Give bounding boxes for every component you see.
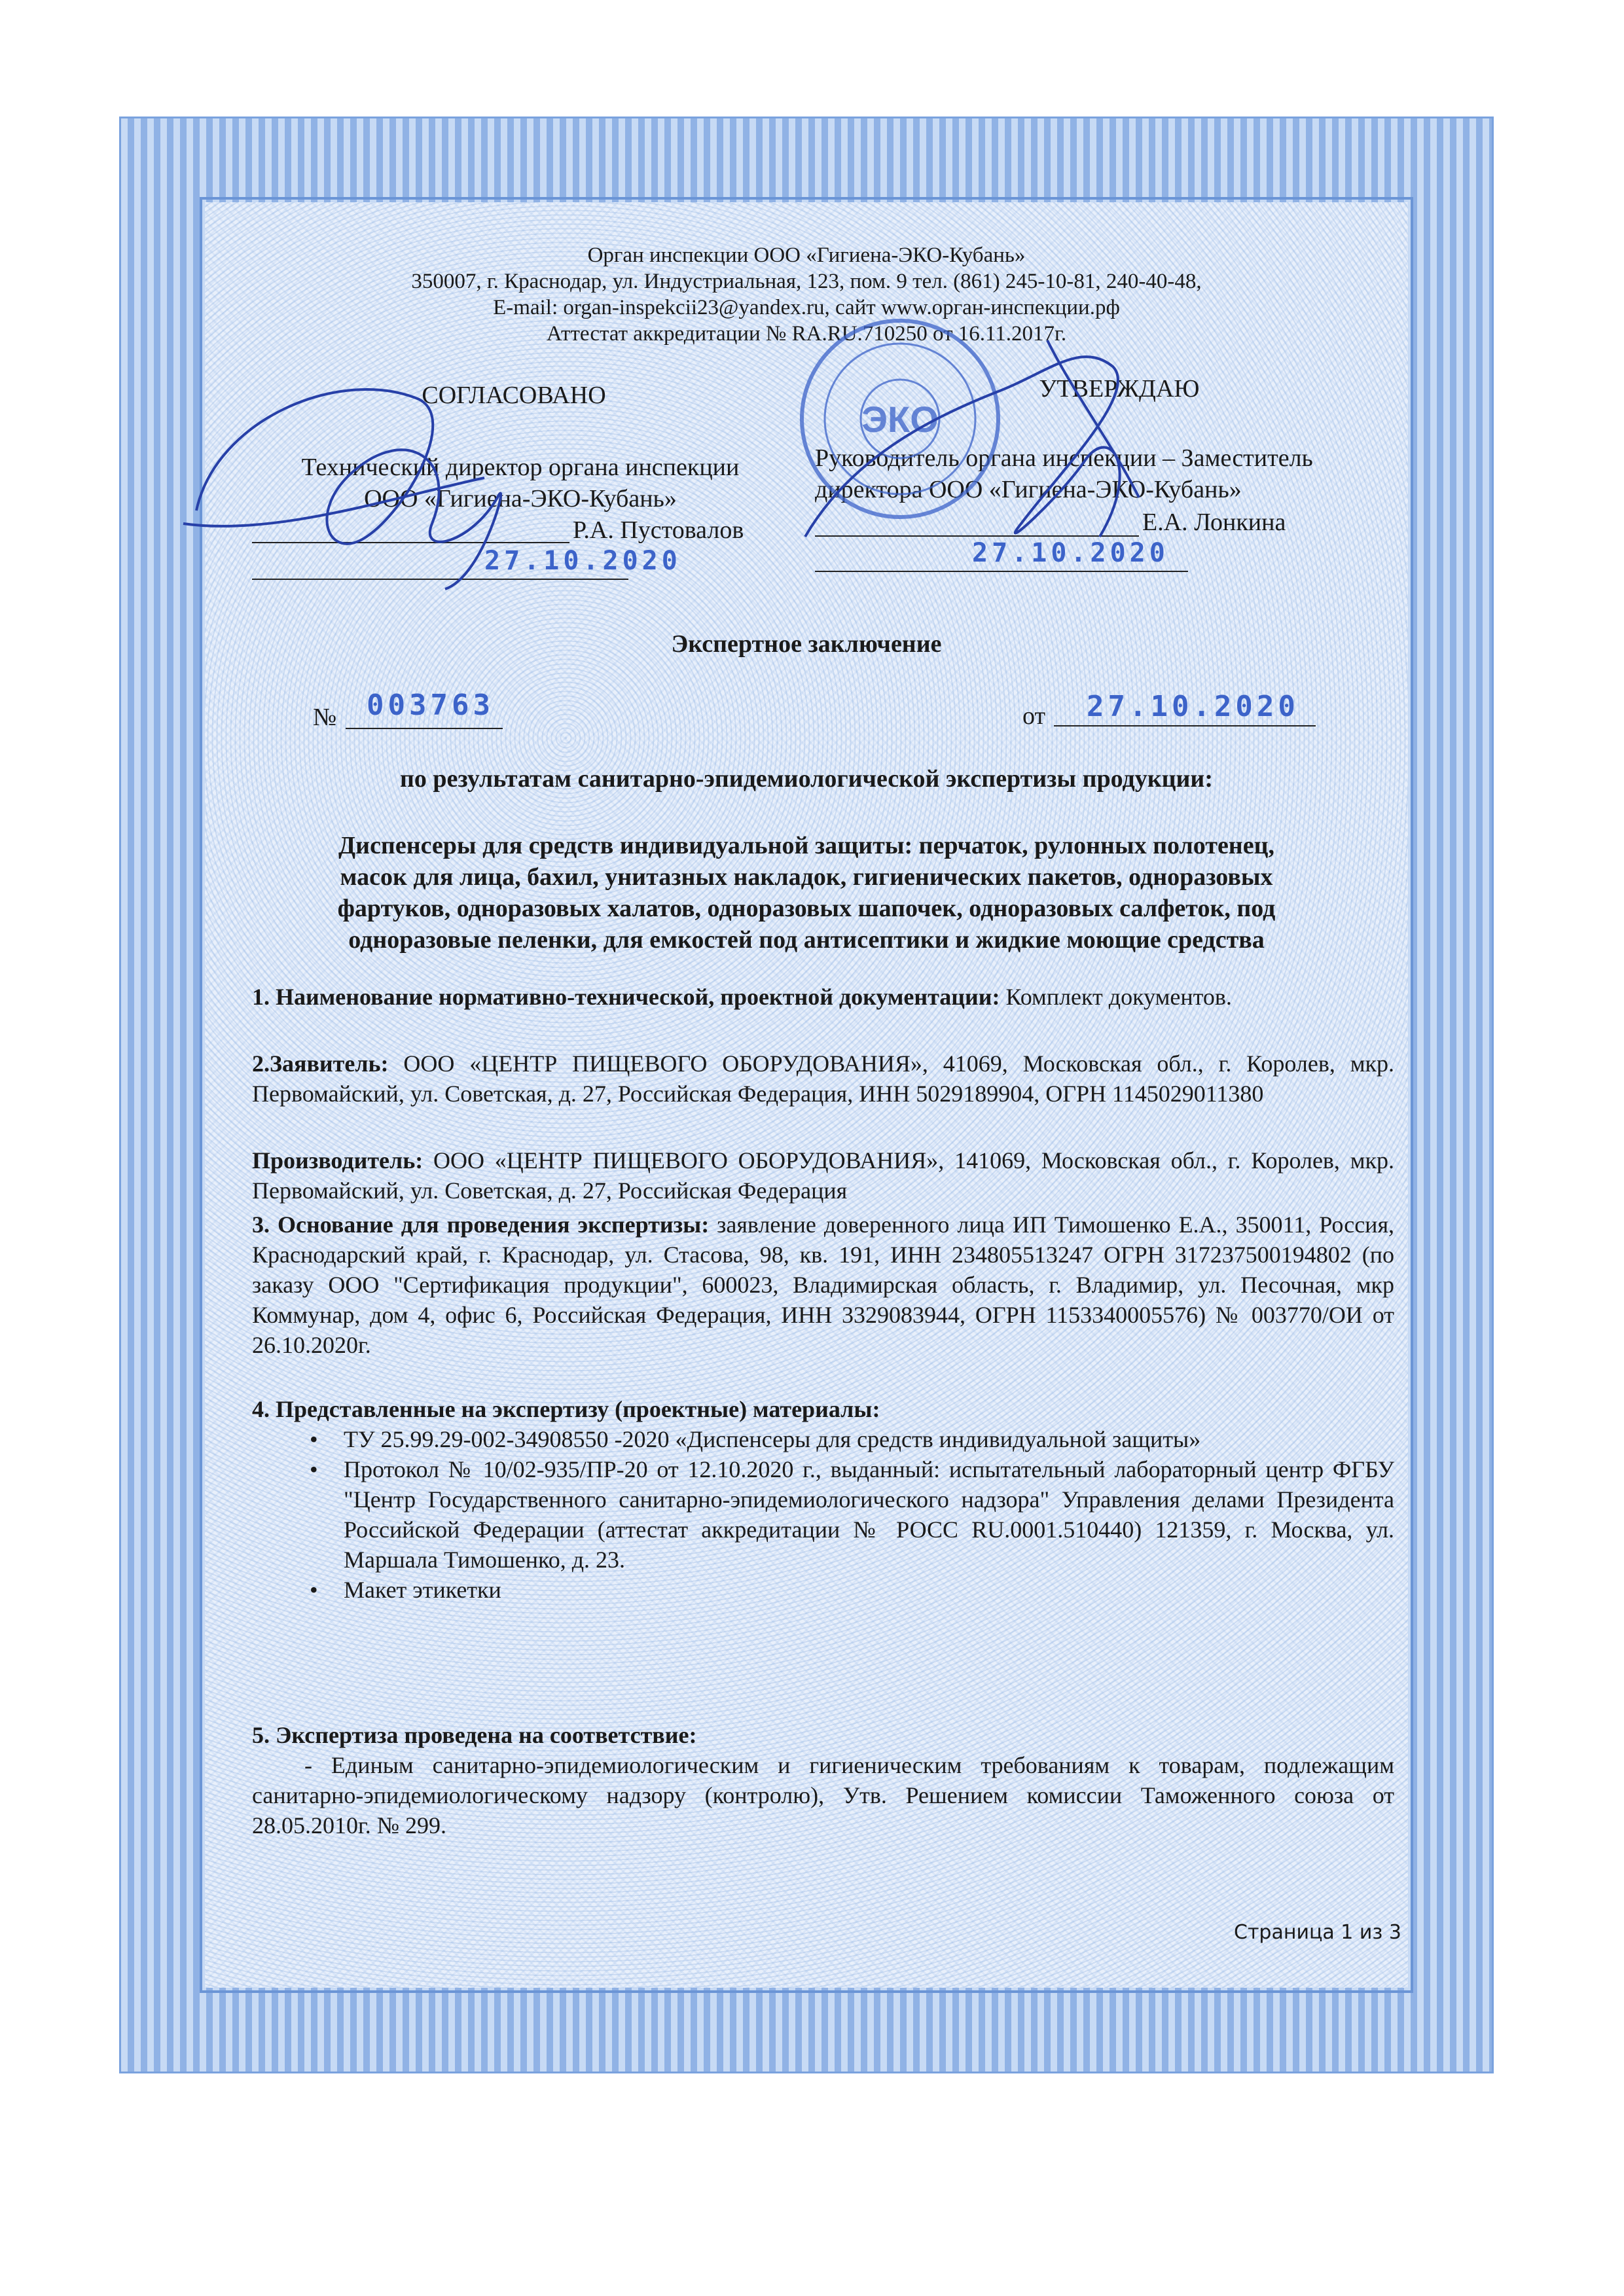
product-line-2: масок для лица, бахил, унитазных накладок, гигиенических пакетов, одноразовых bbox=[340, 863, 1273, 891]
seal-text: ЭКО bbox=[861, 399, 939, 440]
date-label: от bbox=[1022, 702, 1046, 730]
approved-right-date-stamp: 27.10.2020 bbox=[972, 538, 1169, 568]
section-5-label: 5. Экспертиза проведена на соответствие: bbox=[252, 1722, 697, 1748]
section-4-list bbox=[298, 1424, 1394, 1605]
section-2-text: ООО «ЦЕНТР ПИЩЕВОГО ОБОРУДОВАНИЯ», 41069, Московская обл., г. Королев, мкр. Первомайский, ул. Советская, д. 27, Российская Федерация, ИНН 5029189904, ОГРН 1145029011380 bbox=[252, 1050, 1394, 1107]
approved-right-position-1: Руководитель органа инспекции – Заместитель bbox=[815, 444, 1313, 472]
section-1 bbox=[252, 982, 1394, 1012]
product-line-1: Диспенсеры для средств индивидуальной защиты: перчаток, рулонных полотенец, bbox=[338, 832, 1274, 859]
product-line-4: одноразовые пеленки, для емкостей под антисептики и жидкие моющие средства bbox=[348, 926, 1265, 954]
document-date: 27.10.2020 bbox=[1087, 690, 1299, 723]
section-3-text: заявление доверенного лица ИП Тимошенко Е.А., 350011, Россия, Краснодарский край, г. Краснодар, ул. Стасова, 98, кв. 191, ИНН 234805513247 ОГРН 317237500194802 (по заказу ООО "Сертификация продукции", 600023, Владимирская область, г. Владимир, ул. Песочная, мкр Коммунар, дом 4, офис 6, Российская Федерация, ИНН 3329083944, ОГРН 1153340005576) № 003770/ОИ от 26.10.2020г. bbox=[252, 1211, 1395, 1358]
number-line bbox=[346, 728, 503, 729]
section-1-text: Комплект документов. bbox=[1000, 984, 1232, 1010]
approved-right-heading: УТВЕРЖДАЮ bbox=[1039, 375, 1200, 403]
left-date-line bbox=[252, 579, 628, 580]
approved-left-position-1: Технический директор органа инспекции bbox=[301, 454, 740, 481]
org-contacts: E-mail: organ-inspekcii23@yandex.ru, сайт www.орган-инспекции.рф bbox=[493, 296, 1120, 319]
approved-left-heading: СОГЛАСОВАНО bbox=[422, 382, 606, 409]
org-accreditation: Аттестат аккредитации № RA.RU.710250 от 16.11.2017г. bbox=[546, 322, 1067, 346]
org-name: Орган инспекции ООО «Гигиена-ЭКО-Кубань» bbox=[587, 243, 1026, 267]
list-item: • Протокол № 10/02-935/ПР-20 от 12.10.2020 г., выданный: испытательный лабораторный центр ФГБУ "Центр Государственного санитарно-эпидемиологического надзора" Управления делами Президента Российской Федерации (аттестат аккредитации № РОСС RU.0001.510440) 121359, г. Москва, ул. Маршала Тимошенко, д. 23. bbox=[298, 1454, 1394, 1575]
manufacturer-label: Производитель: bbox=[252, 1147, 424, 1174]
section-5-text: - Единым санитарно-эпидемиологическим и гигиеническим требованиям к товарам, подлежащим санитарно-эпидемиологическому надзору (контролю), Утв. Решением комиссии Таможенного союза от 28.05.2010г. № 299. bbox=[252, 1752, 1394, 1839]
approved-right-position-2: директора ООО «Гигиена-ЭКО-Кубань» bbox=[815, 476, 1242, 503]
section-2 bbox=[252, 1049, 1394, 1109]
product-line-3: фартуков, одноразовых халатов, одноразовых шапочек, одноразовых салфеток, под bbox=[337, 895, 1276, 922]
section-4 bbox=[252, 1394, 1394, 1605]
manufacturer bbox=[252, 1145, 1394, 1206]
document-title: Экспертное заключение bbox=[671, 630, 942, 658]
document-subtitle: по результатам санитарно-эпидемиологической экспертизы продукции: bbox=[400, 765, 1213, 793]
section-5 bbox=[252, 1720, 1394, 1840]
approved-left-position-2: ООО «Гигиена-ЭКО-Кубань» bbox=[364, 485, 677, 512]
org-address: 350007, г. Краснодар, ул. Индустриальная, 123, пом. 9 тел. (861) 245-10-81, 240-40-48, bbox=[411, 270, 1202, 293]
approved-left-date-stamp: 27.10.2020 bbox=[484, 546, 681, 576]
document-number: 003763 bbox=[367, 689, 494, 722]
manufacturer-text: ООО «ЦЕНТР ПИЩЕВОГО ОБОРУДОВАНИЯ», 141069, Московская обл., г. Королев, мкр. Первомайский, ул. Советская, д. 27, Российская Федерация bbox=[252, 1147, 1394, 1204]
section-4-label: 4. Представленные на экспертизу (проектные) материалы: bbox=[252, 1396, 880, 1422]
section-3-label: 3. Основание для проведения экспертизы: bbox=[252, 1211, 710, 1238]
right-date-line bbox=[815, 571, 1188, 572]
section-1-label: 1. Наименование нормативно-технической, проектной документации: bbox=[252, 984, 1000, 1010]
section-3 bbox=[252, 1210, 1394, 1360]
approved-right-name: Е.А. Лонкина bbox=[1142, 509, 1286, 536]
date-line bbox=[1054, 725, 1316, 726]
list-item: • ТУ 25.99.29-002-34908550 -2020 «Диспенсеры для средств индивидуальной защиты» bbox=[298, 1424, 1394, 1454]
left-signature-line bbox=[252, 542, 569, 543]
list-item: • Макет этикетки bbox=[298, 1575, 1394, 1605]
right-signature-line bbox=[815, 535, 1139, 537]
approved-left-name: Р.А. Пустовалов bbox=[573, 516, 744, 544]
section-2-label: 2.Заявитель: bbox=[252, 1050, 389, 1077]
number-label: № bbox=[313, 704, 337, 731]
page-number: Страница 1 из 3 bbox=[1234, 1921, 1401, 1944]
